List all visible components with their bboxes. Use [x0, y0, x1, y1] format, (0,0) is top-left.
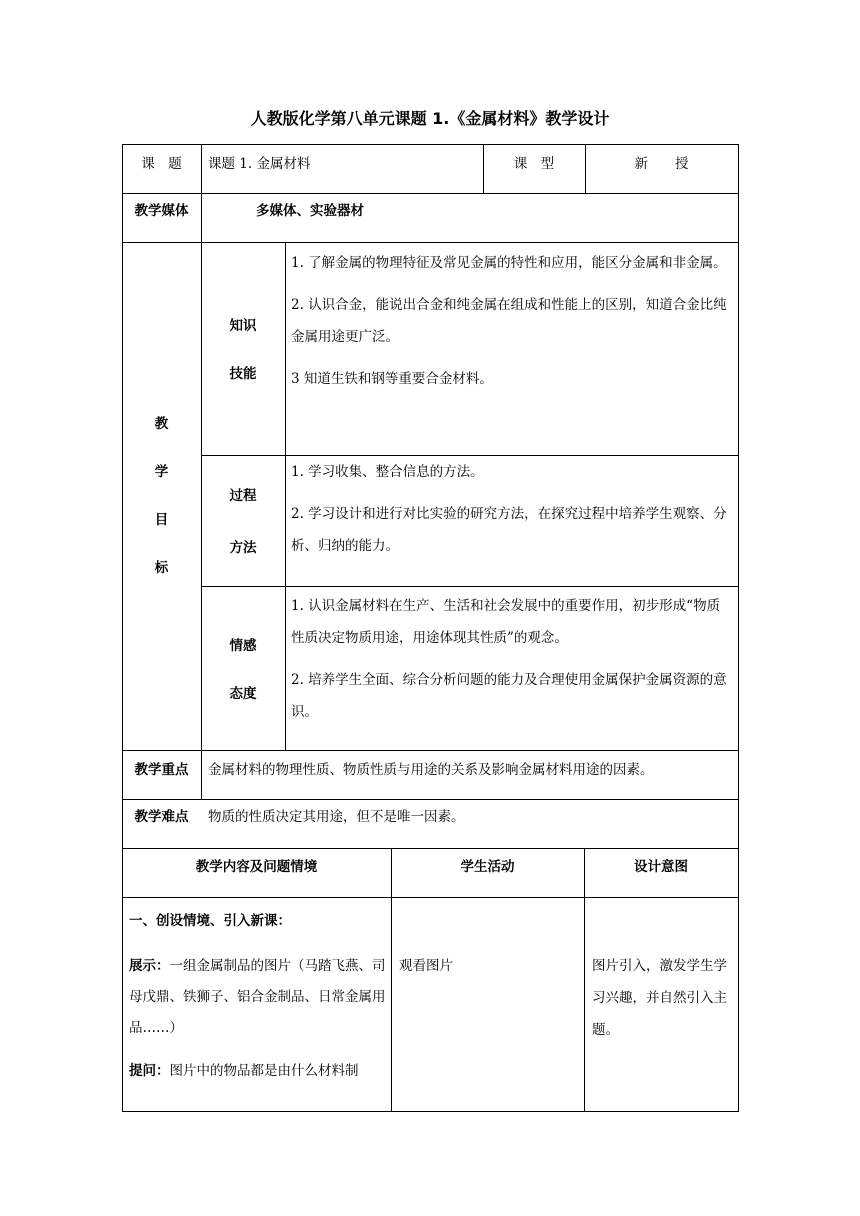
knowledge-items: [291, 247, 733, 405]
section1-student-activity: 观看图片: [399, 958, 453, 974]
section1-heading: 一、创设情境、引入新课：: [129, 913, 291, 929]
page-title: 人教版化学第八单元课题 1.《金属材料》教学设计: [250, 109, 610, 128]
key-point-label: 教学重点: [134, 762, 189, 778]
emotion-items: [291, 590, 733, 738]
process-items: [291, 456, 733, 572]
section1-content: [129, 906, 387, 1097]
process-item: 2. 学习设计和进行对比实验的研究方法，在探究过程中培养学生观察、分析、归纳的能力。: [291, 506, 727, 554]
media-label: 教学媒体: [134, 203, 189, 219]
header-design-intent: 设计意图: [634, 859, 688, 875]
emotion-item: 2. 培养学生全面、综合分析问题的能力及合理使用金属保护金属资源的意识。: [291, 672, 727, 720]
course-value: 课题 1. 金属材料: [208, 156, 311, 172]
difficulty-label: 教学难点: [134, 809, 189, 825]
section1-show: 展示：一组金属制品的图片（马踏飞燕、司母戊鼎、铁狮子、铝合金制品、日常金属用品……）: [129, 958, 386, 1036]
knowledge-item: 1. 了解金属的物理特征及常见金属的特性和应用，能区分金属和非金属。: [291, 255, 727, 271]
emotion-label: 情感 态度: [229, 638, 257, 702]
key-point-value: 金属材料的物理性质、物质性质与用途的关系及影响金属材料用途的因素。: [208, 762, 654, 778]
media-value: 多媒体、实验器材: [256, 203, 364, 219]
difficulty-value: 物质的性质决定其用途，但不是唯一因素。: [208, 809, 465, 825]
knowledge-item: 3 知道生铁和钢等重要合金材料。: [291, 371, 493, 387]
knowledge-item: 2. 认识合金，能说出合金和纯金属在组成和性能上的区别，知道合金比纯金属用途更广泛。: [291, 297, 727, 345]
header-content: 教学内容及问题情境: [195, 859, 318, 875]
header-student-activity: 学生活动: [460, 859, 515, 875]
process-label: 过程 方法: [229, 488, 257, 556]
section1-ask: 提问：图片中的物品都是由什么材料制: [129, 1063, 359, 1079]
knowledge-label: 知识 技能: [229, 318, 257, 382]
type-value: 新 授: [634, 156, 689, 172]
process-item: 1. 学习收集、整合信息的方法。: [291, 464, 484, 480]
type-label: 课 型: [513, 156, 555, 172]
objectives-label: 教 学 目 标: [154, 416, 169, 576]
emotion-item: 1. 认识金属材料在生产、生活和社会发展中的重要作用，初步形成“物质性质决定物质用途，用途体现其性质”的观念。: [291, 598, 721, 646]
course-label: 课 题: [141, 156, 182, 172]
section1-design-intent: 图片引入，激发学生学习兴趣，并自然引入主题。: [592, 958, 727, 1038]
